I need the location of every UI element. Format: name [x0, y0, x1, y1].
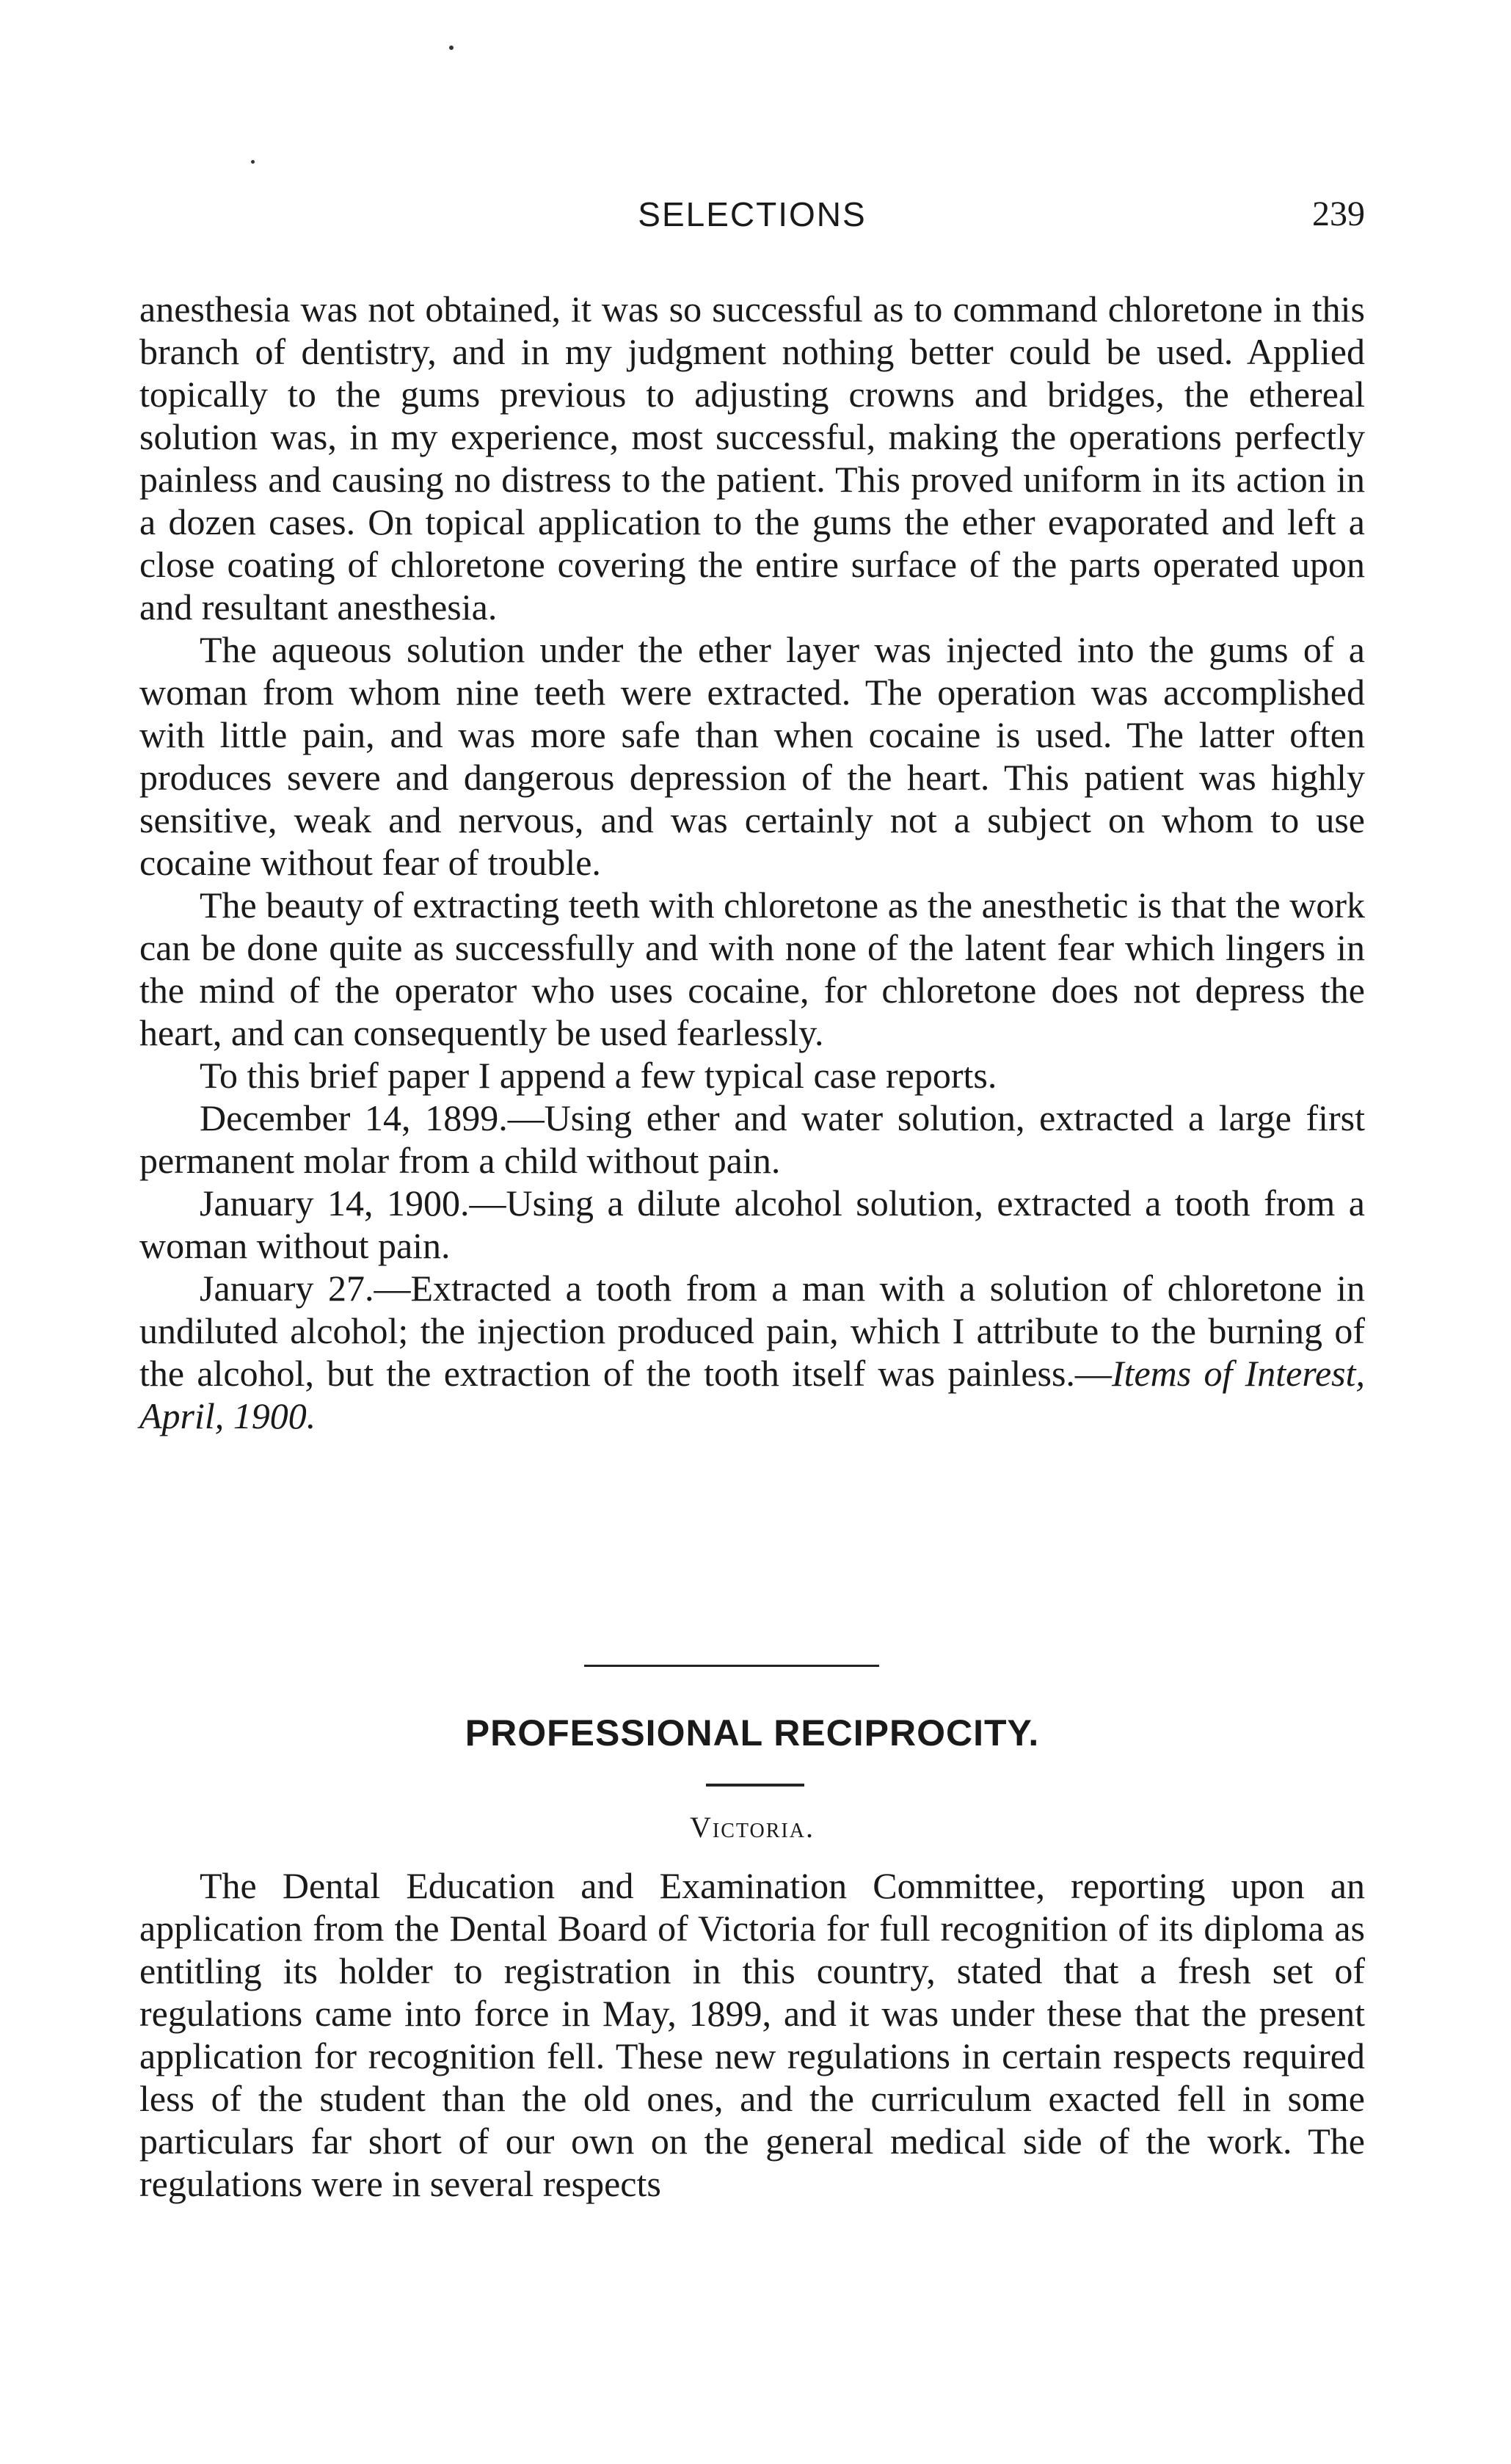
paragraph: anesthesia was not obtained, it was so successful as to command chloretone in this branch of dentistry, and in my judgment nothing better could be used. Applied topically to the gums previous to adjusting crowns and bridges, the ethereal solution was, in my experience, most successful, making the operations perfectly painless and causing no distress to the patient. This proved uniform in its action in a dozen cases. On topical application to the gums the ether evaporated and left a close coating of chloretone covering the entire surface of the parts operated upon and resultant anesthesia. [139, 288, 1365, 628]
section-divider [584, 1665, 879, 1667]
case-report [139, 1267, 1365, 1437]
source-citation: Items of Interest, April, 1900. [139, 1353, 1366, 1436]
paragraph: To this brief paper I append a few typical case reports. [200, 1055, 997, 1096]
running-title: SELECTIONS [638, 195, 867, 233]
paragraph: The Dental Education and Examination Committee, reporting upon an application from the Dental Board of Victoria for full recognition of its diploma as entitling its holder to registration in this country, stated that a fresh set of regulations came into force in May, 1899, and it was under these that the present application for recognition fell. These new regulations in certain respects required less of the student than the old ones, and the curriculum exacted fell in some particulars far short of our own on the general medical side of the work. The regulations were in several respects [139, 1865, 1365, 2204]
running-head [139, 192, 1365, 244]
paragraph: The aqueous solution under the ether layer was injected into the gums of a woman from whom nine teeth were extracted. The operation was accomplished with little pain, and was more safe than when cocaine is used. The latter often produces severe and dangerous depression of the heart. This patient was highly sensitive, weak and nervous, and was certainly not a subject on whom to use cocaine without fear of trouble. [139, 629, 1365, 883]
paragraph: The beauty of extracting teeth with chloretone as the anesthetic is that the work can be done quite as successfully and with none of the latent fear which lingers in the mind of the operator who uses cocaine, for chloretone does not depress the heart, and can consequently be used fearlessly. [139, 884, 1365, 1053]
ink-speck [449, 46, 454, 50]
case-report-text: January 27.—Extracted a tooth from a man with a solution of chloretone in undiluted alcohol; the injection produced pain, which I attribute to the burning of the alcohol, but the extraction of the tooth itself was painless.— [139, 1268, 1365, 1394]
ink-speck [251, 160, 255, 164]
section-body [139, 1864, 1365, 2205]
heading-rule [706, 1784, 804, 1787]
section-subheading: Victoria. [690, 1811, 815, 1844]
case-report: January 14, 1900.—Using a dilute alcohol solution, extracted a tooth from a woman without pain. [139, 1182, 1365, 1266]
section-heading: PROFESSIONAL RECIPROCITY. [465, 1712, 1040, 1753]
case-report: December 14, 1899.—Using ether and water solution, extracted a large first permanent molar from a child without pain. [139, 1097, 1365, 1181]
page-number: 239 [1312, 195, 1365, 233]
article-continued [139, 288, 1365, 1437]
